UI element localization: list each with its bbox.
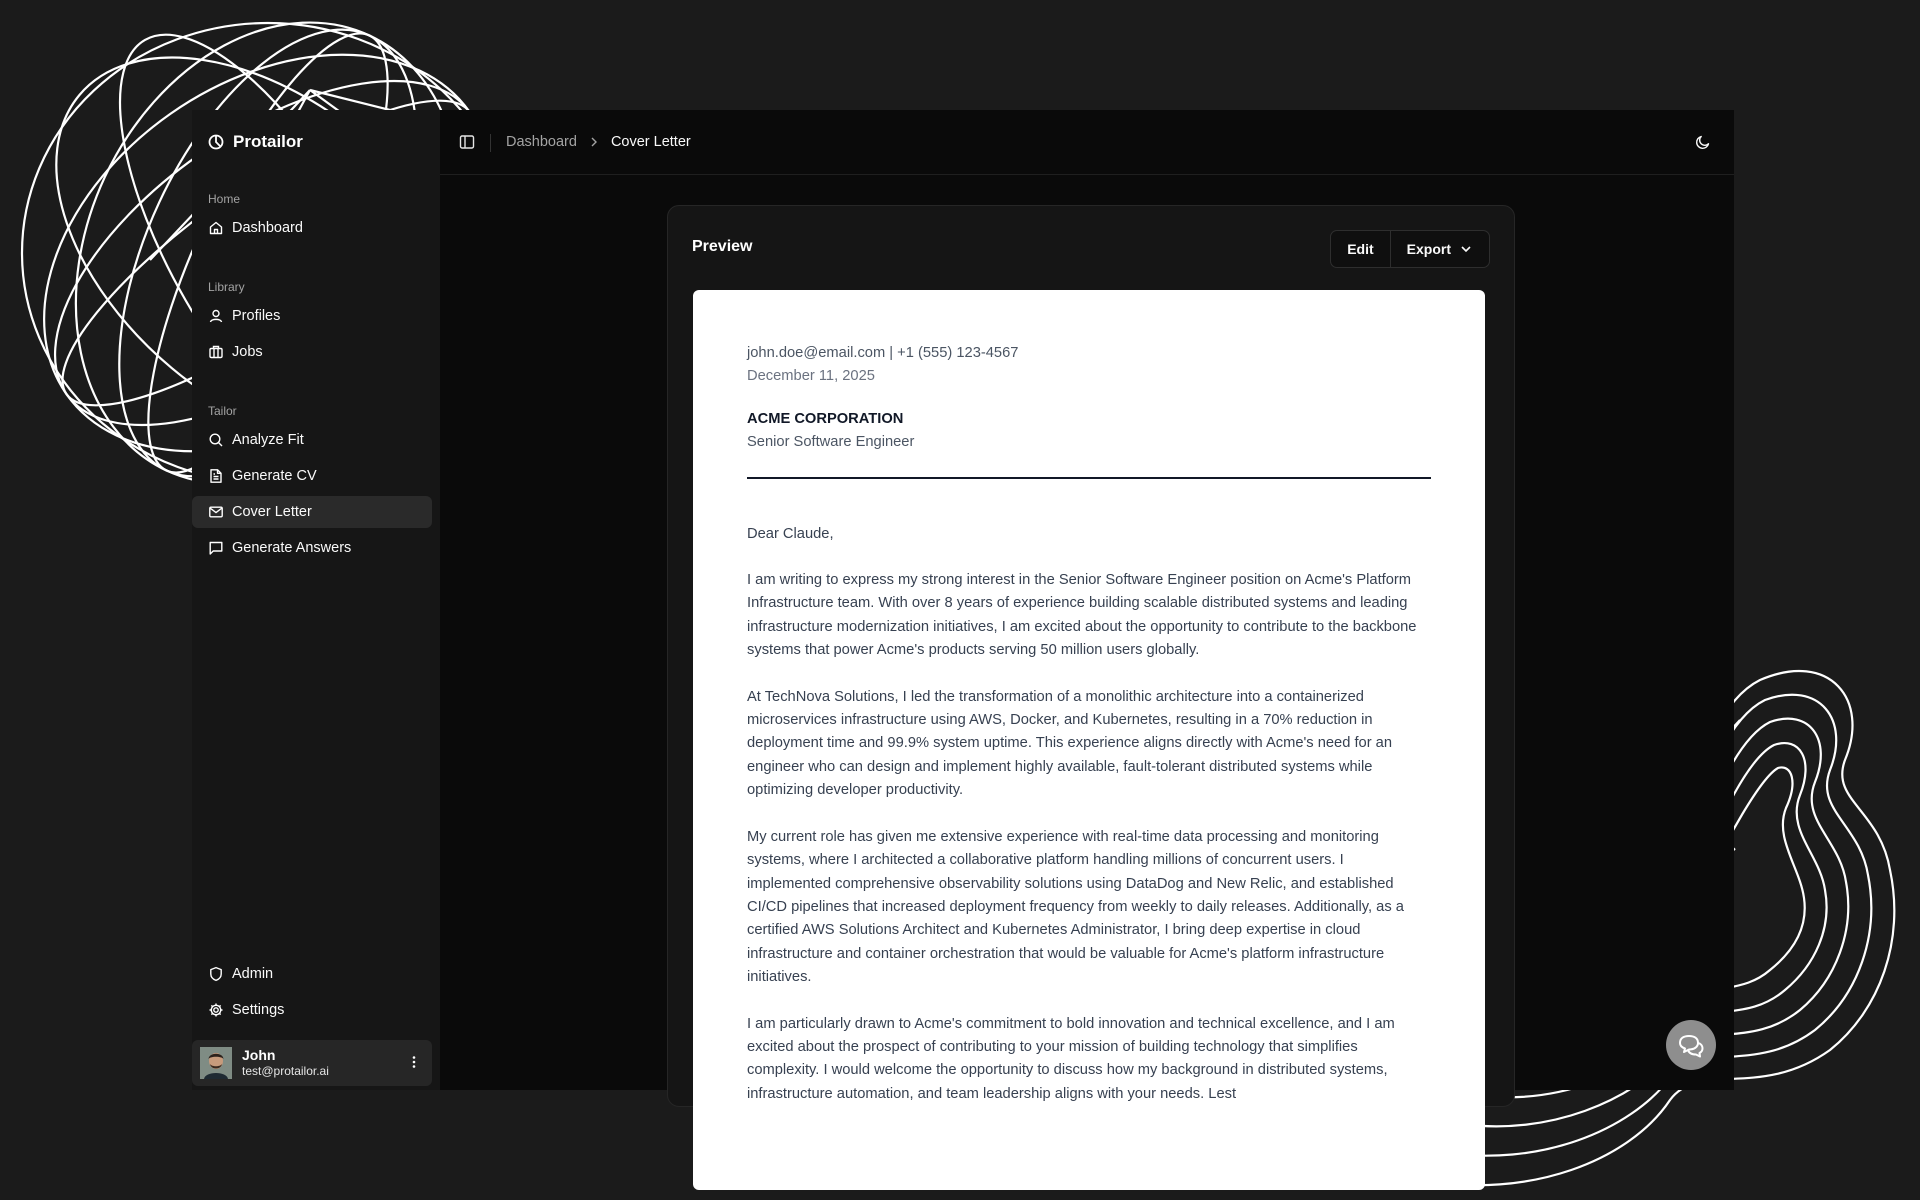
user-icon <box>208 308 224 324</box>
chat-button[interactable] <box>1666 1020 1716 1070</box>
briefcase-icon <box>208 344 224 360</box>
cover-letter-document <box>693 290 1485 1190</box>
group-label-tailor: Tailor <box>208 404 237 418</box>
sidebar-item-label: Generate Answers <box>232 540 352 556</box>
letter-company: ACME CORPORATION <box>747 410 904 427</box>
more-vertical-icon[interactable] <box>406 1054 422 1070</box>
group-label-library: Library <box>208 280 245 294</box>
breadcrumb-dashboard[interactable]: Dashboard <box>506 134 577 150</box>
letter-divider <box>747 477 1431 479</box>
sidebar-item-label: Generate CV <box>232 468 317 484</box>
sidebar-panel-icon[interactable] <box>458 133 476 151</box>
preview-card <box>667 205 1515 1107</box>
letter-date: December 11, 2025 <box>747 368 875 385</box>
export-button[interactable] <box>1390 231 1489 267</box>
pie-chart-icon <box>208 134 224 150</box>
sidebar-item-label: Cover Letter <box>232 504 312 520</box>
user-name: John <box>242 1046 276 1063</box>
brand[interactable] <box>200 126 303 158</box>
breadcrumb-current: Cover Letter <box>610 134 691 150</box>
sidebar-item-label: Settings <box>232 1002 285 1018</box>
user-email: test@protailor.ai <box>242 1064 329 1079</box>
letter-contact: john.doe@email.com | +1 (555) 123-4567 <box>747 345 1019 361</box>
letter-paragraph: At TechNova Solutions, I led the transformation of a monolithic architecture into a containerized microservices infrastructure using AWS, Docker, and Kubernetes, resulting in a 70% reduction in deployment time and 99.9% system uptime. This experience aligns directly with Acme's need for an engineer who can design and implement highly available, fault-tolerant distributed systems while optimizing developer productivity. <box>747 688 1393 799</box>
app-window <box>192 110 1734 1102</box>
preview-title: Preview <box>692 238 753 255</box>
sidebar-item-generate-cv[interactable] <box>192 460 432 492</box>
file-text-icon <box>208 468 224 484</box>
avatar <box>200 1047 232 1079</box>
sidebar-item-generate-answers[interactable] <box>192 532 432 564</box>
sidebar-item-admin[interactable] <box>192 958 432 990</box>
letter-paragraph: My current role has given me extensive experience with real-time data processing and monitoring systems, where I architected a collaborative platform handling millions of concurrent users. I implemented comprehensive observability solutions using DataDog and New Relic, and established CI/CD pipelines that increased deployment frequency from weekly to daily releases. Additionally, as a certified AWS Solutions Architect and Kubernetes Administrator, I bring deep expertise in cloud infrastructure and container orchestration that would be valuable for Acme's platform infrastructure initiatives. <box>747 828 1404 986</box>
preview-actions <box>1330 230 1490 268</box>
sidebar-item-label: Jobs <box>232 344 263 360</box>
mail-icon <box>208 504 224 520</box>
edit-button[interactable] <box>1331 231 1389 267</box>
chevron-down-icon <box>1459 242 1473 256</box>
app-name: Protailor <box>233 132 303 151</box>
divider <box>490 134 491 152</box>
top-bar <box>440 110 1734 175</box>
letter-paragraph: I am particularly drawn to Acme's commitment to bold innovation and technical excellence, and I am excited about the prospect of contributing to your mission of building technology that simplifies complexity. I would welcome the opportunity to discuss how my background in distributed systems, infrastructure automation, and team leadership aligns with your needs. Lest <box>747 1015 1395 1102</box>
gear-icon <box>208 1002 224 1018</box>
export-label: Export <box>1406 241 1451 257</box>
sidebar-item-label: Admin <box>232 966 274 982</box>
letter-position: Senior Software Engineer <box>747 434 915 451</box>
user-menu[interactable] <box>192 1040 432 1086</box>
shield-icon <box>208 966 224 982</box>
sidebar-item-analyze-fit[interactable] <box>192 424 432 456</box>
group-label-home: Home <box>208 192 241 206</box>
chat-bubbles-icon <box>1676 1030 1706 1060</box>
sidebar-item-dashboard[interactable] <box>192 212 432 244</box>
letter-salutation: Dear Claude, <box>747 525 834 542</box>
breadcrumb <box>506 132 691 152</box>
search-icon <box>208 432 224 448</box>
sidebar-item-label: Dashboard <box>232 220 303 236</box>
edit-label: Edit <box>1347 241 1374 257</box>
chevron-right-icon <box>587 135 601 149</box>
letter-paragraph: I am writing to express my strong interest in the Senior Software Engineer position on Acme's Platform Infrastructure team. With over 8 years of experience building scalable distributed systems and leading infrastructure modernization initiatives, I am excited about the opportunity to contribute to the backbone systems that power Acme's products serving 50 million users globally. <box>747 572 1417 659</box>
sidebar-item-cover-letter[interactable] <box>192 496 432 528</box>
sidebar <box>192 110 440 1090</box>
sidebar-item-label: Profiles <box>232 308 281 324</box>
sidebar-item-jobs[interactable] <box>192 336 432 368</box>
sidebar-item-label: Analyze Fit <box>232 432 304 448</box>
sidebar-item-settings[interactable] <box>192 994 432 1026</box>
message-square-icon <box>208 540 224 556</box>
sidebar-item-profiles[interactable] <box>192 300 432 332</box>
moon-icon[interactable] <box>1694 133 1712 151</box>
home-icon <box>208 220 224 236</box>
main-content <box>440 110 1734 1102</box>
